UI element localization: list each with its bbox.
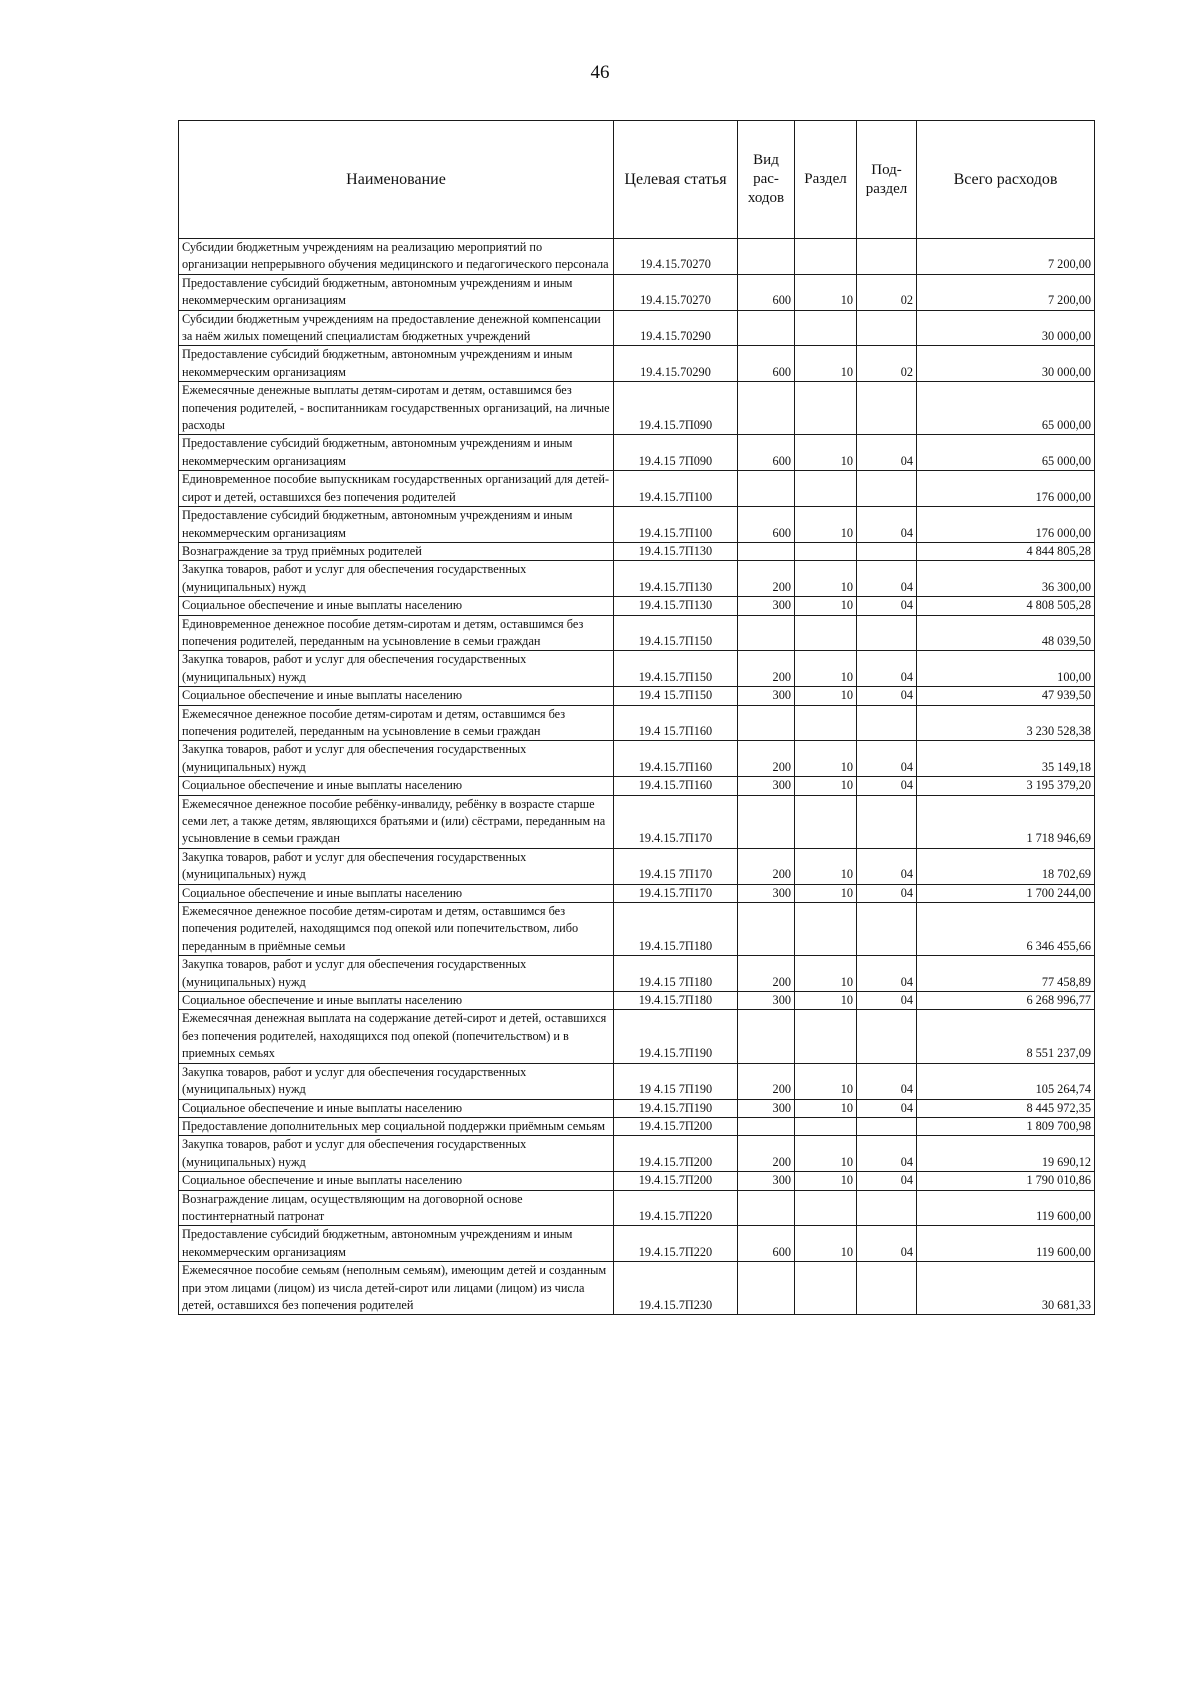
table-row bbox=[179, 507, 1095, 543]
row-section bbox=[795, 542, 857, 560]
row-kind: 600 bbox=[738, 507, 795, 543]
table-row bbox=[179, 1117, 1095, 1135]
budget-table bbox=[178, 120, 1095, 1315]
row-subsection bbox=[857, 1190, 917, 1226]
row-total: 18 702,69 bbox=[917, 848, 1095, 884]
row-section: 10 bbox=[795, 777, 857, 795]
row-total: 8 445 972,35 bbox=[917, 1099, 1095, 1117]
row-target: 19.4.15 7П090 bbox=[614, 435, 738, 471]
row-subsection bbox=[857, 471, 917, 507]
row-name: Социальное обеспечение и иные выплаты населению bbox=[179, 884, 614, 902]
row-kind: 200 bbox=[738, 1136, 795, 1172]
table-row bbox=[179, 1136, 1095, 1172]
row-name: Предоставление субсидий бюджетным, автономным учреждениям и иным некоммерческим организациям bbox=[179, 507, 614, 543]
row-target: 19.4.15.70270 bbox=[614, 274, 738, 310]
row-name: Закупка товаров, работ и услуг для обеспечения государственных (муниципальных) нужд bbox=[179, 956, 614, 992]
row-kind: 300 bbox=[738, 992, 795, 1010]
row-kind bbox=[738, 1190, 795, 1226]
row-name: Предоставление субсидий бюджетным, автономным учреждениям и иным некоммерческим организациям bbox=[179, 1226, 614, 1262]
table-row bbox=[179, 346, 1095, 382]
row-name: Предоставление субсидий бюджетным, автономным учреждениям и иным некоммерческим организациям bbox=[179, 346, 614, 382]
row-kind bbox=[738, 1010, 795, 1063]
row-target: 19.4.15.7П160 bbox=[614, 777, 738, 795]
table-row bbox=[179, 705, 1095, 741]
row-kind bbox=[738, 471, 795, 507]
row-kind: 200 bbox=[738, 848, 795, 884]
row-target: 19.4.15.7П200 bbox=[614, 1117, 738, 1135]
row-kind: 300 bbox=[738, 597, 795, 615]
row-kind bbox=[738, 903, 795, 956]
row-subsection bbox=[857, 542, 917, 560]
row-subsection: 02 bbox=[857, 346, 917, 382]
row-total: 65 000,00 bbox=[917, 382, 1095, 435]
row-subsection: 04 bbox=[857, 687, 917, 705]
row-subsection: 04 bbox=[857, 1099, 917, 1117]
row-total: 3 195 379,20 bbox=[917, 777, 1095, 795]
row-target: 19.4.15.70290 bbox=[614, 310, 738, 346]
row-kind: 300 bbox=[738, 1099, 795, 1117]
row-section bbox=[795, 1262, 857, 1315]
header-kind: Вид рас- ходов bbox=[738, 121, 795, 239]
row-section bbox=[795, 471, 857, 507]
row-name: Социальное обеспечение и иные выплаты населению bbox=[179, 597, 614, 615]
table-row bbox=[179, 471, 1095, 507]
row-section: 10 bbox=[795, 1226, 857, 1262]
table-row bbox=[179, 561, 1095, 597]
table-body bbox=[179, 239, 1095, 1315]
row-target: 19.4.15.7П130 bbox=[614, 597, 738, 615]
row-target: 19.4.15.7П100 bbox=[614, 471, 738, 507]
row-total: 36 300,00 bbox=[917, 561, 1095, 597]
row-section: 10 bbox=[795, 884, 857, 902]
row-kind bbox=[738, 1262, 795, 1315]
row-target: 19.4.15.7П220 bbox=[614, 1190, 738, 1226]
row-total: 1 809 700,98 bbox=[917, 1117, 1095, 1135]
row-target: 19.4.15.7П200 bbox=[614, 1172, 738, 1190]
row-section: 10 bbox=[795, 274, 857, 310]
row-subsection: 02 bbox=[857, 274, 917, 310]
row-subsection: 04 bbox=[857, 651, 917, 687]
row-section bbox=[795, 310, 857, 346]
row-kind: 200 bbox=[738, 1063, 795, 1099]
row-subsection bbox=[857, 1262, 917, 1315]
table-row bbox=[179, 848, 1095, 884]
row-section bbox=[795, 1010, 857, 1063]
row-section: 10 bbox=[795, 1136, 857, 1172]
table-header-row bbox=[179, 121, 1095, 239]
row-target: 19.4.15.7П160 bbox=[614, 741, 738, 777]
row-section: 10 bbox=[795, 687, 857, 705]
row-total: 176 000,00 bbox=[917, 507, 1095, 543]
row-kind bbox=[738, 1117, 795, 1135]
table-row bbox=[179, 542, 1095, 560]
row-name: Предоставление дополнительных мер социальной поддержки приёмным семьям bbox=[179, 1117, 614, 1135]
row-target: 19 4.15 7П190 bbox=[614, 1063, 738, 1099]
row-total: 47 939,50 bbox=[917, 687, 1095, 705]
row-section: 10 bbox=[795, 435, 857, 471]
row-subsection bbox=[857, 795, 917, 848]
row-total: 4 844 805,28 bbox=[917, 542, 1095, 560]
row-subsection: 04 bbox=[857, 956, 917, 992]
row-name: Ежемесячное денежное пособие детям-сиротам и детям, оставшимся без попечения родителей, находящимся под опекой или попечительством, либо переданным в приёмные семьи bbox=[179, 903, 614, 956]
row-subsection: 04 bbox=[857, 1226, 917, 1262]
row-name: Единовременное пособие выпускникам государственных организаций для детей-сирот и детей, оставшихся без попечения родителей bbox=[179, 471, 614, 507]
row-name: Социальное обеспечение и иные выплаты населению bbox=[179, 1099, 614, 1117]
row-name: Закупка товаров, работ и услуг для обеспечения государственных (муниципальных) нужд bbox=[179, 561, 614, 597]
row-name: Единовременное денежное пособие детям-сиротам и детям, оставшимся без попечения родителей, переданным на усыновление в семьи граждан bbox=[179, 615, 614, 651]
row-target: 19.4.15.70270 bbox=[614, 239, 738, 275]
table-row bbox=[179, 1226, 1095, 1262]
row-total: 19 690,12 bbox=[917, 1136, 1095, 1172]
row-section bbox=[795, 1190, 857, 1226]
table-row bbox=[179, 597, 1095, 615]
row-kind bbox=[738, 310, 795, 346]
row-section: 10 bbox=[795, 992, 857, 1010]
row-target: 19.4 15.7П160 bbox=[614, 705, 738, 741]
row-target: 19.4.15.7П230 bbox=[614, 1262, 738, 1315]
row-name: Ежемесячное денежное пособие детям-сиротам и детям, оставшимся без попечения родителей, переданным на усыновление в семьи граждан bbox=[179, 705, 614, 741]
row-subsection bbox=[857, 705, 917, 741]
row-target: 19.4.15.7П180 bbox=[614, 992, 738, 1010]
row-subsection: 04 bbox=[857, 435, 917, 471]
table-row bbox=[179, 741, 1095, 777]
row-total: 35 149,18 bbox=[917, 741, 1095, 777]
table-row bbox=[179, 795, 1095, 848]
row-subsection: 04 bbox=[857, 992, 917, 1010]
row-total: 30 681,33 bbox=[917, 1262, 1095, 1315]
row-subsection: 04 bbox=[857, 741, 917, 777]
row-name: Ежемесячное денежное пособие ребёнку-инвалиду, ребёнку в возрасте старше семи лет, а также детям, являющихся братьями и (или) сёстрами, переданным на усыновление в семьи граждан bbox=[179, 795, 614, 848]
row-section: 10 bbox=[795, 956, 857, 992]
row-section bbox=[795, 1117, 857, 1135]
row-subsection: 04 bbox=[857, 561, 917, 597]
header-total: Всего расходов bbox=[917, 121, 1095, 239]
row-target: 19.4 15.7П150 bbox=[614, 687, 738, 705]
row-kind bbox=[738, 382, 795, 435]
row-total: 119 600,00 bbox=[917, 1190, 1095, 1226]
table-row bbox=[179, 956, 1095, 992]
row-subsection: 04 bbox=[857, 1063, 917, 1099]
header-name: Наименование bbox=[179, 121, 614, 239]
row-kind: 300 bbox=[738, 884, 795, 902]
row-total: 1 700 244,00 bbox=[917, 884, 1095, 902]
row-subsection bbox=[857, 310, 917, 346]
row-subsection bbox=[857, 903, 917, 956]
row-kind bbox=[738, 542, 795, 560]
row-total: 3 230 528,38 bbox=[917, 705, 1095, 741]
header-target: Целевая статья bbox=[614, 121, 738, 239]
row-target: 19.4.15.7П190 bbox=[614, 1010, 738, 1063]
row-section: 10 bbox=[795, 651, 857, 687]
row-target: 19.4.15.7П090 bbox=[614, 382, 738, 435]
row-total: 176 000,00 bbox=[917, 471, 1095, 507]
row-target: 19.4.15.7П130 bbox=[614, 561, 738, 597]
row-total: 77 458,89 bbox=[917, 956, 1095, 992]
row-target: 19.4.15.7П150 bbox=[614, 615, 738, 651]
row-subsection bbox=[857, 382, 917, 435]
row-name: Закупка товаров, работ и услуг для обеспечения государственных (муниципальных) нужд bbox=[179, 651, 614, 687]
table-row bbox=[179, 239, 1095, 275]
row-subsection bbox=[857, 1117, 917, 1135]
row-target: 19.4.15 7П180 bbox=[614, 956, 738, 992]
row-total: 48 039,50 bbox=[917, 615, 1095, 651]
row-total: 119 600,00 bbox=[917, 1226, 1095, 1262]
table-row bbox=[179, 1010, 1095, 1063]
row-subsection: 04 bbox=[857, 597, 917, 615]
row-section bbox=[795, 903, 857, 956]
table-row bbox=[179, 274, 1095, 310]
table-row bbox=[179, 1172, 1095, 1190]
row-name: Вознаграждение лицам, осуществляющим на договорной основе постинтернатный патронат bbox=[179, 1190, 614, 1226]
row-subsection: 04 bbox=[857, 884, 917, 902]
row-name: Предоставление субсидий бюджетным, автономным учреждениям и иным некоммерческим организациям bbox=[179, 274, 614, 310]
row-total: 105 264,74 bbox=[917, 1063, 1095, 1099]
row-total: 8 551 237,09 bbox=[917, 1010, 1095, 1063]
row-name: Субсидии бюджетным учреждениям на реализацию мероприятий по организации непрерывного обучения медицинского и педагогического персонала bbox=[179, 239, 614, 275]
row-name: Социальное обеспечение и иные выплаты населению bbox=[179, 992, 614, 1010]
row-subsection bbox=[857, 615, 917, 651]
row-kind: 300 bbox=[738, 687, 795, 705]
row-name: Предоставление субсидий бюджетным, автономным учреждениям и иным некоммерческим организациям bbox=[179, 435, 614, 471]
table-row bbox=[179, 435, 1095, 471]
row-name: Социальное обеспечение и иные выплаты населению bbox=[179, 687, 614, 705]
row-name: Закупка товаров, работ и услуг для обеспечения государственных (муниципальных) нужд bbox=[179, 741, 614, 777]
row-name: Ежемесячная денежная выплата на содержание детей-сирот и детей, оставшихся без попечения родителей, находящихся под опекой (попечительством) и в приемных семьях bbox=[179, 1010, 614, 1063]
row-subsection bbox=[857, 239, 917, 275]
row-target: 19.4.15.70290 bbox=[614, 346, 738, 382]
row-target: 19.4.15.7П220 bbox=[614, 1226, 738, 1262]
row-section bbox=[795, 239, 857, 275]
page-number: 46 bbox=[590, 62, 610, 83]
table-row bbox=[179, 903, 1095, 956]
table-row bbox=[179, 1063, 1095, 1099]
row-kind: 200 bbox=[738, 561, 795, 597]
row-kind: 600 bbox=[738, 274, 795, 310]
row-section: 10 bbox=[795, 848, 857, 884]
row-name: Закупка товаров, работ и услуг для обеспечения государственных (муниципальных) нужд bbox=[179, 1136, 614, 1172]
row-target: 19.4.15.7П130 bbox=[614, 542, 738, 560]
row-kind: 200 bbox=[738, 741, 795, 777]
row-name: Социальное обеспечение и иные выплаты населению bbox=[179, 1172, 614, 1190]
row-name: Ежемесячное пособие семьям (неполным семьям), имеющим детей и созданным при этом лицами (лицом) из числа детей-сирот или лицами (лицом) из числа детей, оставшихся без попечения родителей bbox=[179, 1262, 614, 1315]
row-kind: 600 bbox=[738, 435, 795, 471]
row-total: 30 000,00 bbox=[917, 346, 1095, 382]
row-target: 19.4.15.7П180 bbox=[614, 903, 738, 956]
table-row bbox=[179, 687, 1095, 705]
row-total: 7 200,00 bbox=[917, 274, 1095, 310]
row-section: 10 bbox=[795, 1172, 857, 1190]
row-total: 30 000,00 bbox=[917, 310, 1095, 346]
row-section bbox=[795, 705, 857, 741]
row-kind: 300 bbox=[738, 777, 795, 795]
row-total: 4 808 505,28 bbox=[917, 597, 1095, 615]
row-target: 19.4.15.7П190 bbox=[614, 1099, 738, 1117]
header-subsection: Под- раздел bbox=[857, 121, 917, 239]
row-total: 6 346 455,66 bbox=[917, 903, 1095, 956]
table-row bbox=[179, 382, 1095, 435]
row-section bbox=[795, 615, 857, 651]
row-target: 19.4.15.7П170 bbox=[614, 884, 738, 902]
row-section: 10 bbox=[795, 561, 857, 597]
row-name: Ежемесячные денежные выплаты детям-сиротам и детям, оставшимся без попечения родителей, - воспитанникам государственных организаций, на личные расходы bbox=[179, 382, 614, 435]
row-total: 6 268 996,77 bbox=[917, 992, 1095, 1010]
row-name: Закупка товаров, работ и услуг для обеспечения государственных (муниципальных) нужд bbox=[179, 848, 614, 884]
row-name: Субсидии бюджетным учреждениям на предоставление денежной компенсации за наём жилых помещений специалистам бюджетных учреждений bbox=[179, 310, 614, 346]
row-section bbox=[795, 795, 857, 848]
header-section: Раздел bbox=[795, 121, 857, 239]
row-subsection: 04 bbox=[857, 777, 917, 795]
row-target: 19.4.15 7П170 bbox=[614, 848, 738, 884]
table-row bbox=[179, 615, 1095, 651]
row-section: 10 bbox=[795, 597, 857, 615]
row-section: 10 bbox=[795, 507, 857, 543]
row-target: 19.4.15.7П200 bbox=[614, 1136, 738, 1172]
row-name: Закупка товаров, работ и услуг для обеспечения государственных (муниципальных) нужд bbox=[179, 1063, 614, 1099]
row-total: 65 000,00 bbox=[917, 435, 1095, 471]
row-kind bbox=[738, 795, 795, 848]
row-kind bbox=[738, 705, 795, 741]
row-section: 10 bbox=[795, 741, 857, 777]
table-row bbox=[179, 310, 1095, 346]
row-kind: 600 bbox=[738, 346, 795, 382]
row-subsection: 04 bbox=[857, 507, 917, 543]
table-row bbox=[179, 1190, 1095, 1226]
row-total: 7 200,00 bbox=[917, 239, 1095, 275]
table-row bbox=[179, 992, 1095, 1010]
row-section bbox=[795, 382, 857, 435]
row-kind: 600 bbox=[738, 1226, 795, 1262]
row-subsection bbox=[857, 1010, 917, 1063]
row-section: 10 bbox=[795, 1099, 857, 1117]
row-section: 10 bbox=[795, 1063, 857, 1099]
row-subsection: 04 bbox=[857, 848, 917, 884]
row-subsection: 04 bbox=[857, 1172, 917, 1190]
table-row bbox=[179, 1262, 1095, 1315]
row-subsection: 04 bbox=[857, 1136, 917, 1172]
row-kind bbox=[738, 615, 795, 651]
row-kind: 200 bbox=[738, 956, 795, 992]
row-target: 19.4.15.7П150 bbox=[614, 651, 738, 687]
table-row bbox=[179, 777, 1095, 795]
row-total: 1 790 010,86 bbox=[917, 1172, 1095, 1190]
row-target: 19.4.15.7П170 bbox=[614, 795, 738, 848]
row-name: Вознаграждение за труд приёмных родителей bbox=[179, 542, 614, 560]
row-kind bbox=[738, 239, 795, 275]
row-name: Социальное обеспечение и иные выплаты населению bbox=[179, 777, 614, 795]
row-kind: 300 bbox=[738, 1172, 795, 1190]
table-row bbox=[179, 651, 1095, 687]
row-total: 100,00 bbox=[917, 651, 1095, 687]
table-row bbox=[179, 1099, 1095, 1117]
table-row bbox=[179, 884, 1095, 902]
row-section: 10 bbox=[795, 346, 857, 382]
row-total: 1 718 946,69 bbox=[917, 795, 1095, 848]
row-target: 19.4.15.7П100 bbox=[614, 507, 738, 543]
row-kind: 200 bbox=[738, 651, 795, 687]
